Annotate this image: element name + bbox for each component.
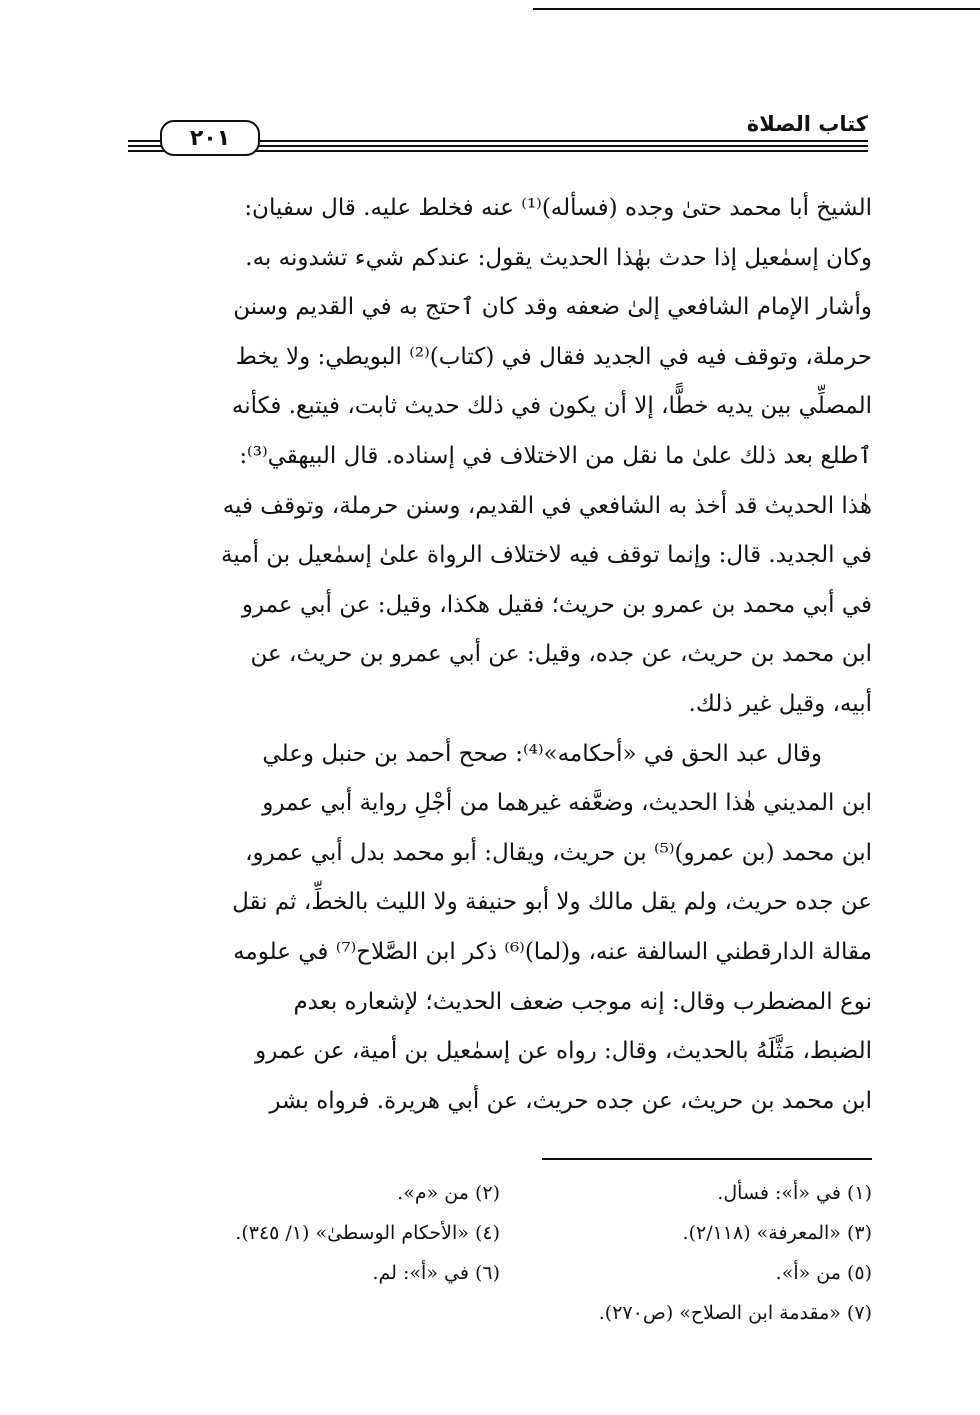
text-line: وأشار الإمام الشافعي إلىٰ ضعفه وقد كان ٱحتج به في القديم وسنن (233, 294, 872, 321)
text-line: ابن محمد بن حريث، عن جده، وقيل: عن أبي عمرو بن حريث، عن (250, 641, 872, 668)
text-line: في الجديد. قال: وإنما توقف فيه لاختلاف الرواة علىٰ إسمٰعيل بن أمية (221, 542, 872, 569)
page-header (128, 110, 868, 170)
footnotes (120, 1173, 872, 1333)
footnote-4: (٤) «الأحكام الوسطىٰ» (١/ ٣٤٥). (235, 1222, 500, 1244)
page-number: ٢٠١ (189, 125, 231, 151)
text-line: وقال عبد الحق في «أحكامه»⁽⁴⁾: صحح أحمد بن حنبل وعلي (262, 740, 822, 767)
footnote-1: (١) في «أ»: فسأل. (717, 1182, 872, 1204)
footnote-row (120, 1293, 872, 1333)
text-line: الشيخ أبا محمد حتىٰ وجده (فسأله)⁽¹⁾ عنه فخلط عليه. قال سفيان: (244, 195, 872, 221)
text-line: عن جده حريث، ولم يقل مالك ولا أبو حنيفة ولا الليث بالخطِّ، ثم نقل (232, 889, 872, 916)
text-line: الضبط، مَثَّلَهُ بالحديث، وقال: رواه عن إسمٰعيل بن أمية، عن عمرو (255, 1038, 872, 1065)
footnote-5: (٥) من «أ». (775, 1262, 872, 1284)
text-line: هٰذا الحديث قد أخذ به الشافعي في القديم، وسنن حرملة، وتوقف فيه (222, 492, 872, 519)
top-edge-rule (533, 8, 980, 10)
text-line: حرملة، وتوقف فيه في الجديد فقال في (كتاب)⁽²⁾ البويطي: ولا يخط (235, 343, 872, 370)
footnote-2: (٢) من «م». (397, 1182, 500, 1204)
footnote-row (120, 1253, 872, 1293)
footnote-empty (120, 1293, 500, 1333)
footnote-row (120, 1173, 872, 1213)
footnote-3: (٣) «المعرفة» (٢/١١٨). (682, 1222, 872, 1244)
footnote-6: (٦) في «أ»: لم. (372, 1262, 500, 1284)
text-line: ٱطلع بعد ذلك علىٰ ما نقل من الاختلاف في إسناده. قال البيهقي⁽³⁾: (239, 442, 872, 469)
running-title: كتاب الصلاة (746, 112, 868, 136)
main-text (120, 184, 872, 1126)
page-number-frame (160, 120, 260, 156)
footnote-separator (542, 1158, 872, 1160)
text-line: وكان إسمٰعيل إذا حدث بهٰذا الحديث يقول: عندكم شيء تشدونه به. (245, 244, 872, 271)
footnote-row (120, 1213, 872, 1253)
text-line: ابن محمد بن حريث، عن جده حريث، عن أبي هريرة. فرواه بشر (269, 1087, 872, 1114)
footnote-7: (٧) «مقدمة ابن الصلاح» (ص٢٧٠). (598, 1302, 872, 1324)
text-line: المصلِّي بين يديه خطًّا، إلا أن يكون في ذلك حديث ثابت، فيتبع. فكأنه (231, 393, 872, 420)
text-line: في أبي محمد بن عمرو بن حريث؛ فقيل هكذا، وقيل: عن أبي عمرو (241, 591, 872, 618)
text-line: مقالة الدارقطني السالفة عنه، و(لما)⁽⁶⁾ ذكر ابن الصَّلاح⁽⁷⁾ في علومه (233, 938, 872, 965)
text-line: ابن المديني هٰذا الحديث، وضعَّفه غيرهما من أجْلِ رواية أبي عمرو (262, 790, 872, 817)
text-line: ابن محمد (بن عمرو)⁽⁵⁾ بن حريث، ويقال: أبو محمد بدل أبي عمرو، (245, 839, 872, 866)
text-line: أبيه، وقيل غير ذلك. (688, 690, 872, 717)
text-line: نوع المضطرب وقال: إنه موجب ضعف الحديث؛ لإشعاره بعدم (293, 988, 872, 1015)
